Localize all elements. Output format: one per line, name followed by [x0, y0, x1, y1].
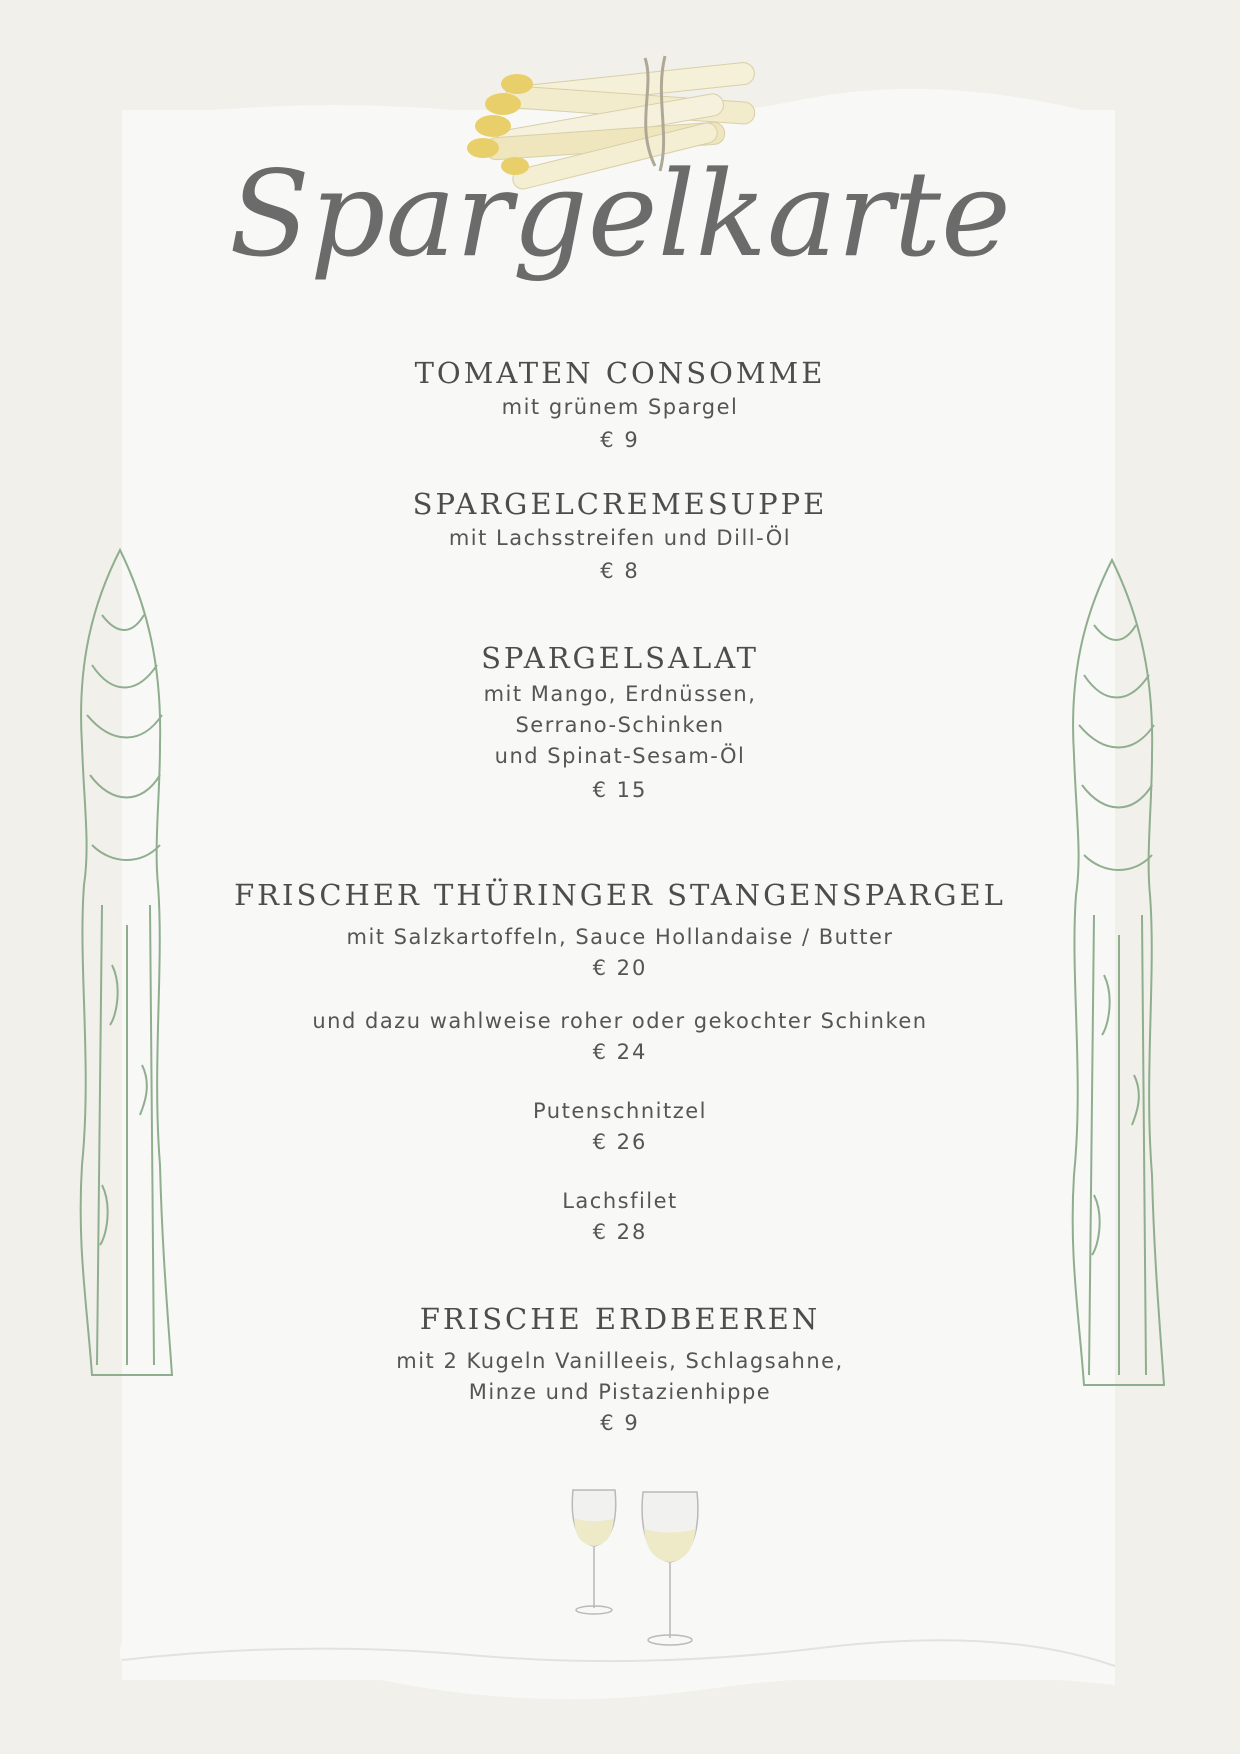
dish-price: € 8 [600, 559, 640, 583]
dish-heading: SPARGELSALAT [481, 641, 759, 675]
menu-section-salad [220, 641, 1020, 806]
asparagus-stalk-icon [72, 545, 182, 1380]
dish-price: € 15 [592, 778, 648, 802]
dish-heading: TOMATEN CONSOMME [414, 356, 826, 390]
dish-heading: FRISCHER THÜRINGER STANGENSPARGEL [234, 878, 1006, 912]
wine-glasses-icon [560, 1480, 720, 1660]
dish-description: und Spinat-Sesam-Öl [494, 744, 746, 768]
dish-price: € 20 [592, 956, 648, 980]
dish-description: mit 2 Kugeln Vanilleeis, Schlagsahne, [396, 1349, 844, 1373]
dish-description: mit Mango, Erdnüssen, [483, 682, 757, 706]
dish-price: € 24 [592, 1040, 648, 1064]
dish-description: mit Lachsstreifen und Dill-Öl [448, 526, 792, 550]
dish-price: € 9 [600, 1411, 640, 1435]
dish-option: Putenschnitzel [532, 1099, 708, 1123]
dish-heading: FRISCHE ERDBEEREN [419, 1302, 821, 1336]
menu-section-asparagus [220, 878, 1020, 1248]
dish-description: Minze und Pistazienhippe [468, 1380, 772, 1404]
menu-title [229, 140, 1011, 300]
dish-description: Serrano-Schinken [515, 713, 725, 737]
dish-price: € 28 [592, 1220, 648, 1244]
dish-option: und dazu wahlweise roher oder gekochter Schinken [312, 1009, 928, 1033]
dish-heading: SPARGELCREMESUPPE [412, 487, 828, 521]
dish-price: € 9 [600, 428, 640, 452]
dish-description: mit grünem Spargel [501, 395, 739, 419]
dish-price: € 26 [592, 1130, 648, 1154]
menu-section-dessert [220, 1302, 1020, 1439]
dish-option: Lachsfilet [562, 1189, 678, 1213]
asparagus-stalk-icon [1064, 555, 1174, 1390]
menu-section-soup-2 [220, 487, 1020, 587]
dish-option: mit Salzkartoffeln, Sauce Hollandaise / Butter [346, 925, 894, 949]
svg-text:Spargelkarte: Spargelkarte [229, 145, 1011, 283]
menu-section-soup-1 [220, 356, 1020, 456]
